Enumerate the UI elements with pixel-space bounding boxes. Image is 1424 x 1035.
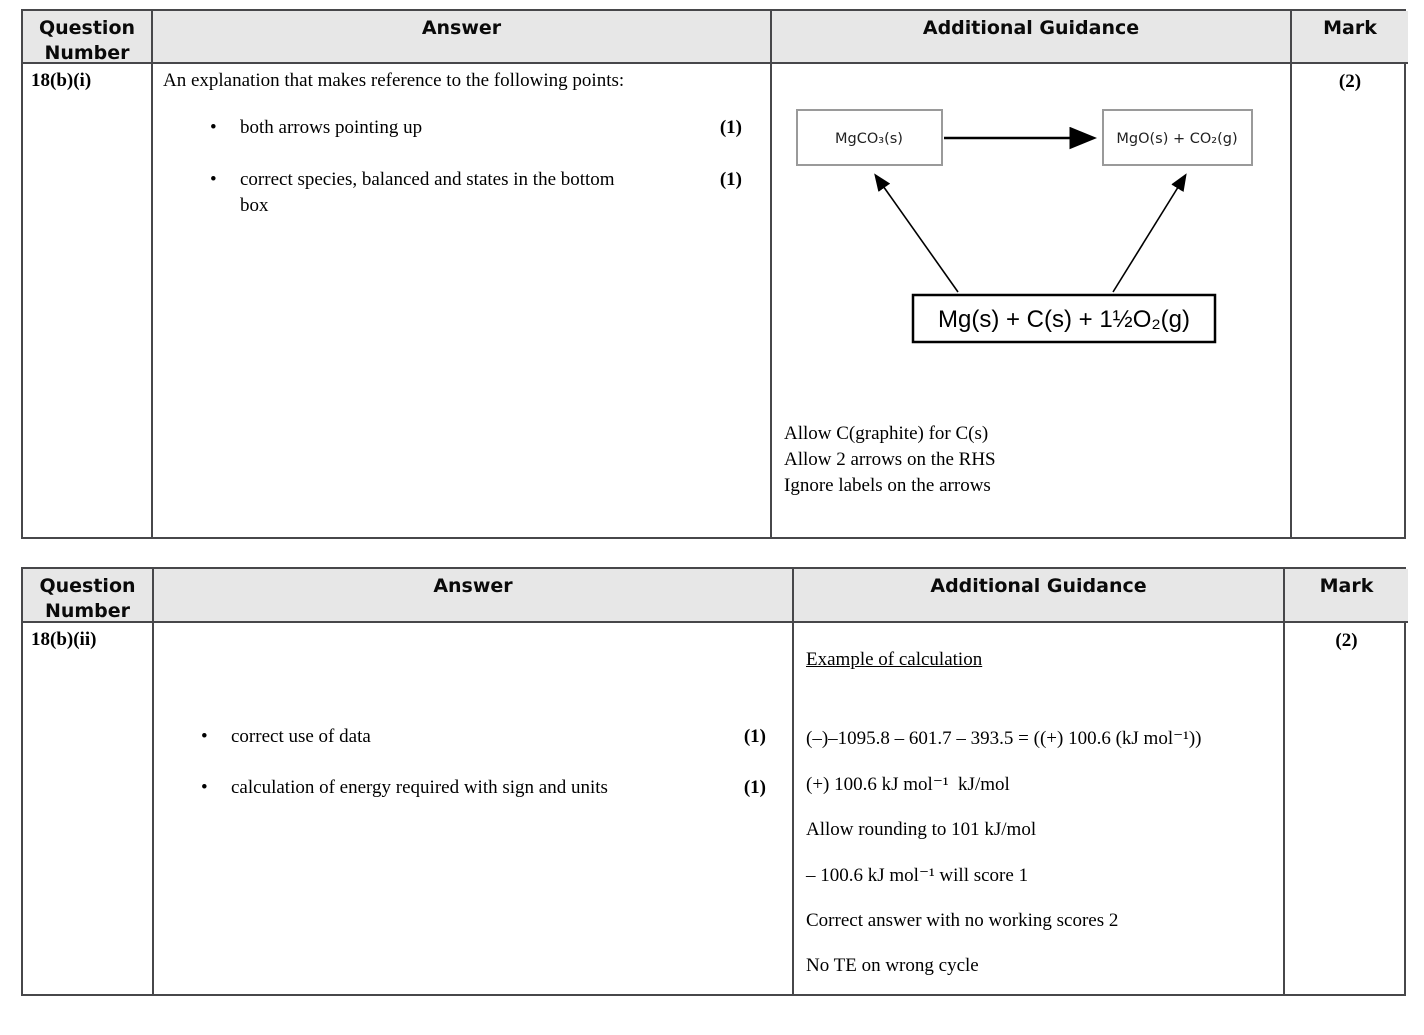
header-answer: Answer <box>154 569 794 623</box>
guidance-line: – 100.6 kJ mol⁻¹ will score 1 <box>806 865 1029 886</box>
header-mark: Mark <box>1285 569 1408 623</box>
bullet-text: correct use of data <box>231 726 371 747</box>
question-table-18bi <box>21 9 1406 539</box>
right-up-arrow <box>1113 176 1185 292</box>
header-question-number: Question Number <box>23 569 154 623</box>
bullet-icon: • <box>210 117 217 138</box>
bullet-mark: (1) <box>743 726 766 747</box>
guidance-note: Allow C(graphite) for C(s) <box>784 423 989 444</box>
guidance-cell <box>794 623 1285 994</box>
guidance-note: Ignore labels on the arrows <box>784 475 991 496</box>
guidance-line: (–)–1095.8 – 601.7 – 393.5 = ((+) 100.6 (kJ mol⁻¹)) <box>806 728 1202 749</box>
bullet-text: both arrows pointing up <box>240 117 423 138</box>
answer-bullet <box>210 167 742 219</box>
reactant-label: MgCO₃(s) <box>835 131 903 147</box>
mark-cell: (2) <box>1338 71 1362 92</box>
bullet-mark: (1) <box>719 169 742 190</box>
guidance-line: Correct answer with no working scores 2 <box>806 910 1119 931</box>
guidance-heading: Example of calculation <box>806 649 983 670</box>
header-question-number: Question Number <box>23 11 153 64</box>
answer-bullet <box>201 724 766 750</box>
guidance-cell <box>772 64 1292 537</box>
bullet-mark: (1) <box>743 777 766 798</box>
header-mark: Mark <box>1292 11 1408 64</box>
guidance-line: Allow rounding to 101 kJ/mol <box>806 819 1037 840</box>
question-table-18bii <box>21 567 1406 996</box>
answer-bullet <box>210 115 742 141</box>
guidance-line: No TE on wrong cycle <box>806 955 979 976</box>
answer-intro: An explanation that makes reference to the following points: <box>163 70 625 91</box>
answer-bullet <box>201 775 766 801</box>
guidance-line: (+) 100.6 kJ mol⁻¹ kJ/mol <box>806 774 1010 795</box>
answer-cell <box>154 623 794 994</box>
header-additional-guidance: Additional Guidance <box>772 11 1292 64</box>
question-number-cell: 18(b)(ii) <box>23 623 154 994</box>
bullet-icon: • <box>201 777 208 798</box>
answer-cell <box>153 64 772 537</box>
header-answer: Answer <box>153 11 772 64</box>
bullet-icon: • <box>210 169 217 190</box>
mark-cell: (2) <box>1335 630 1358 651</box>
question-number-cell: 18(b)(i) <box>23 64 153 537</box>
left-up-arrow <box>876 176 958 292</box>
product-label: MgO(s) + CO₂(g) <box>1116 131 1238 147</box>
bullet-icon: • <box>201 726 208 747</box>
mark-scheme-page <box>0 9 1424 1035</box>
guidance-note: Allow 2 arrows on the RHS <box>784 449 996 470</box>
elements-label: Mg(s) + C(s) + 1½O₂(g) <box>937 306 1191 333</box>
bullet-mark: (1) <box>719 117 742 138</box>
bullet-text: correct species, balanced and states in the bottom box <box>240 169 615 216</box>
guidance-notes <box>784 421 1290 499</box>
bullet-text: calculation of energy required with sign and units <box>231 777 608 798</box>
header-additional-guidance: Additional Guidance <box>794 569 1285 623</box>
energy-cycle-diagram <box>772 64 1290 362</box>
